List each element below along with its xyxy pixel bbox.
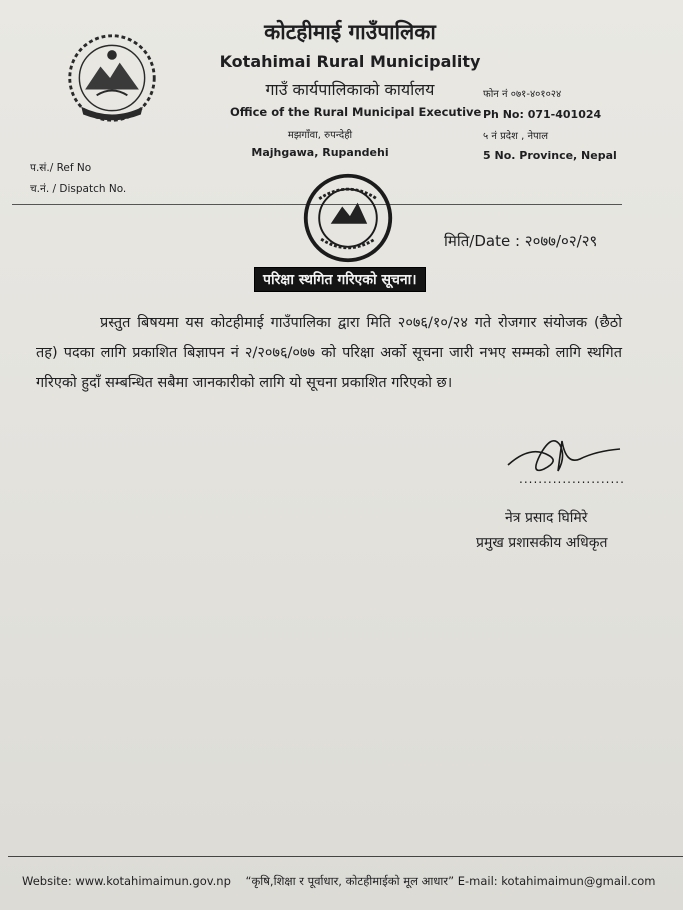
office-seal-stamp-icon bbox=[300, 170, 396, 266]
notice-title: परिक्षा स्थगित गरिएको सूचना। bbox=[254, 267, 426, 292]
letter-date: मिति/Date : २०७७/०२/२९ bbox=[444, 232, 598, 250]
email-link[interactable]: kotahimaimun@gmail.com bbox=[501, 874, 656, 888]
website-label: Website: bbox=[22, 874, 72, 888]
signatory-title: प्रमुख प्रशासकीय अधिकृत bbox=[476, 535, 608, 551]
dispatch-no-label: च.नं. / Dispatch No. bbox=[30, 183, 127, 195]
email-label: E-mail: bbox=[457, 874, 498, 888]
signatory-name: नेत्र प्रसाद घिमिरे bbox=[505, 510, 588, 526]
footer-divider bbox=[8, 856, 683, 857]
notice-body: प्रस्तुत बिषयमा यस कोटहीमाई गाउँपालिका द्वारा मिति २०७६/१०/२४ गते रोजगार संयोजक (छैठो तह) पदका लागि प्रकाशित बिज्ञापन नं २/२०७६/०७७ को परिक्षा अर्को सूचना जारी नभए सम्मको लागि स्थगित गरिएको हुदाँ सम्बन्धित सबैमा जानकारीको लागि यो सूचना प्रकाशित गरिएको छ। bbox=[36, 315, 622, 391]
address-english: Majhgawa, Rupandehi bbox=[251, 146, 389, 159]
address-nepali: मझगाँवा, रुपन्देही bbox=[287, 130, 353, 141]
municipality-name-english: Kotahimai Rural Municipality bbox=[219, 52, 481, 71]
footer-slogan: “कृषि,शिक्षा र पूर्वाधार, कोटहीमाईको मूल आधार” bbox=[245, 874, 455, 888]
province-nepali: ५ नं प्रदेश , नेपाल bbox=[483, 131, 549, 142]
nepal-government-emblem-icon bbox=[64, 30, 160, 126]
signature-line: ...................... bbox=[519, 472, 625, 486]
website-link[interactable]: www.kotahimaimun.gov.np bbox=[75, 874, 231, 888]
province-english: 5 No. Province, Nepal bbox=[483, 149, 617, 162]
office-name-english: Office of the Rural Municipal Executive bbox=[230, 105, 482, 119]
office-name-nepali: गाउँ कार्यपालिकाको कार्यालय bbox=[265, 80, 435, 99]
ref-no-label: प.सं./ Ref No bbox=[30, 162, 92, 174]
footer bbox=[22, 874, 656, 889]
phone-nepali: फोन नं ०७१-४०१०२४ bbox=[483, 89, 562, 100]
phone-english: Ph No: 071-401024 bbox=[483, 108, 602, 121]
municipality-name-nepali: कोटहीमाई गाउँपालिका bbox=[264, 20, 436, 44]
